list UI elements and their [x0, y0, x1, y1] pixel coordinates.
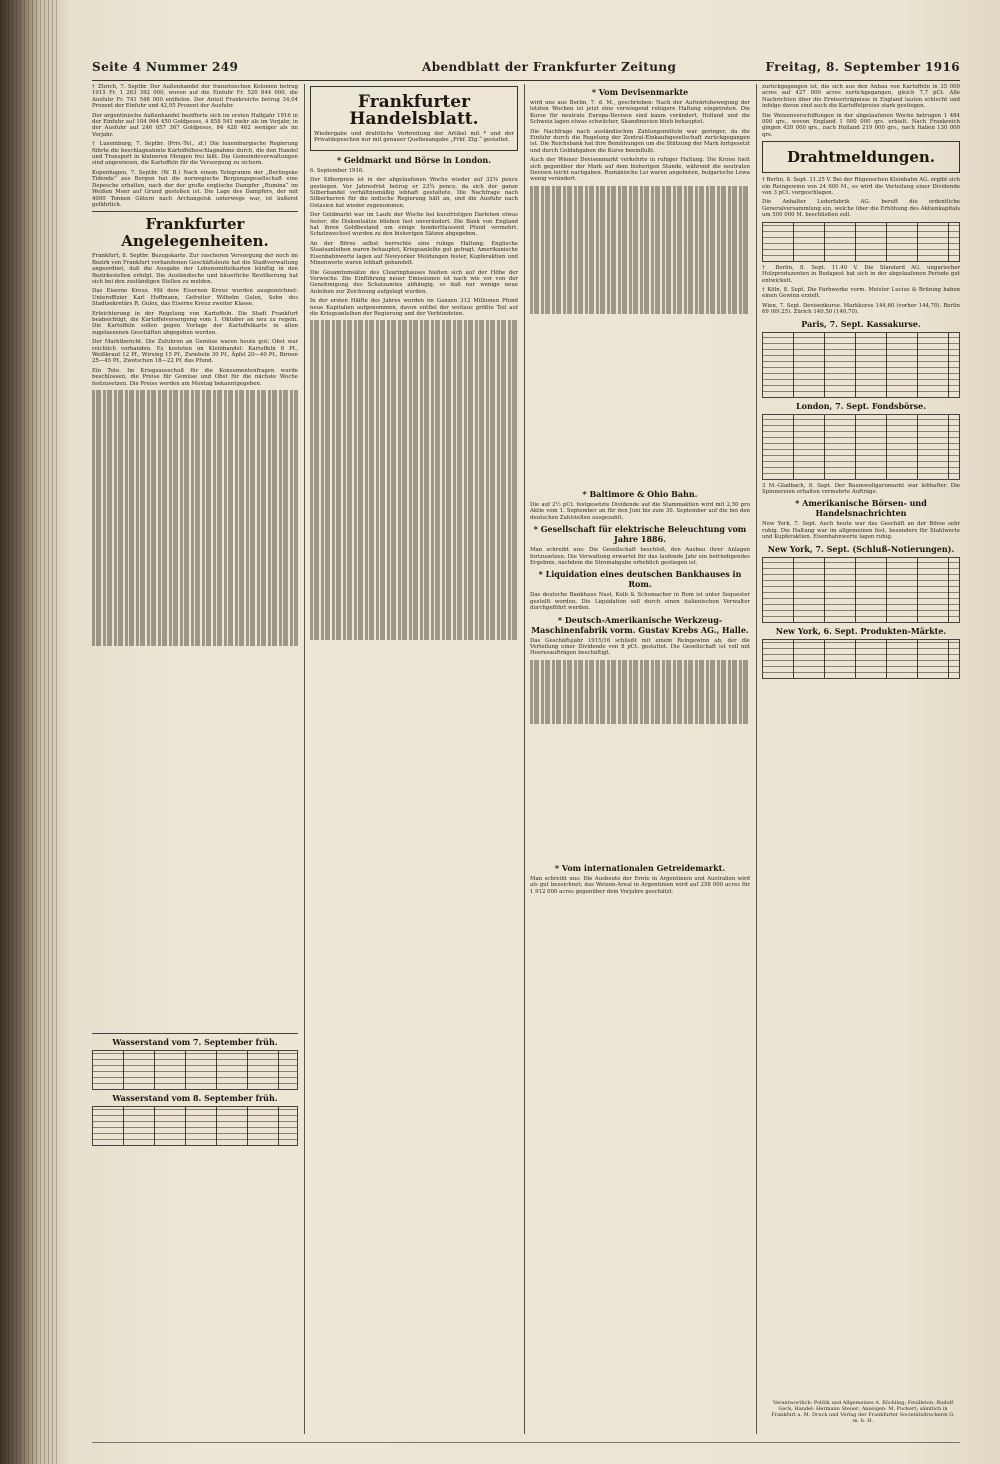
newyork-quotes-table — [762, 557, 960, 623]
water-level-title-8: Wasserstand vom 8. September früh. — [112, 1093, 278, 1104]
section-title-drahtmeldungen: Drahtmeldungen. — [786, 148, 936, 167]
page-number: Seite 4 Nummer 249 — [92, 60, 239, 74]
article-title-elektrische: * Gesellschaft für elektrische Beleuchtung vom Jahre 1886. — [533, 524, 747, 545]
article-boerse: An der Börse selbst herrschte eine ruhige Haltung. Englische Staatsanleihen waren behauptet, Kriegsanleihe gut gefragt. Amerikanische Eisenbahnwerte lagen auf Newyorker Meldungen fester, Kupferaktien und Minenwerte waren lebhaft gehandelt. — [310, 240, 518, 267]
dense-text-block — [530, 660, 750, 860]
column-rule — [756, 84, 757, 1434]
article-newyork: New York, 7. Sept. Auch heute war das Geschäft an der Börse sehr ruhig. Die Haltung war im allgemeinen fest, besonders für Stahlwerte und Kupferaktien. Eisenbahnwerte lagen ruhig. — [762, 521, 960, 541]
london-title: London, 7. Sept. Fondsbörse. — [796, 400, 926, 411]
article-liquidation: Das deutsche Bankhaus Nast, Kolb & Schumacher in Rom ist unter Sequester gestellt worden. Die Liquidation soll durch einen italienischen Verwalter durchgeführt werden. — [530, 592, 750, 612]
paris-quotes-table — [762, 332, 960, 398]
article-koeln: † Köln, 8. Sept. Die Farbwerke vorm. Meister Lucius & Brüning haben einen Gewinn erzielt. — [762, 286, 960, 300]
article-kriegsausschuss: Ein Tote. Im Kriegsausschuß für die Konsumentenfragen wurde beschlossen, die Preise für Gemüse und Obst für die nächste Woche festzusetzen. Die Preise werden am Montag bekanntgegeben. — [92, 367, 298, 387]
article-budapest: † Berlin, 8. Sept. 11.40 V. Die Standard AG. ungarischer Holzproduzenten in Budapest hat sich in der abgelaufenen Periode gut entwickelt. — [762, 264, 960, 284]
divider — [92, 1033, 298, 1034]
newyork-produkten-title: New York, 6. Sept. Produkten-Märkte. — [775, 625, 947, 636]
column-4 — [762, 84, 960, 1434]
london-quotes-table — [762, 414, 960, 480]
article-title-liquidation: * Liquidation eines deutschen Bankhauses in Rom. — [538, 569, 742, 590]
article-bezugskarte: Frankfurt, 8. Septbr. Bezugskarte. Zur rascheren Versorgung der noch im Bezirk von Frankfurt vorhandenen Geschäftsleute hat die Stadtverwaltung angeordnet, daß die Ausgabe der Lebensmittelkarten künftig in den Bezirksstellen erfolgt. Die Ausländische und bäuerliche Bevölkerung hat sich bei den zuständigen Stellen zu melden. — [92, 253, 298, 285]
column-3 — [530, 84, 750, 1434]
article-weizen: Die Weizenverschiffungen in der abgelaufenen Woche betrugen 1 484 000 qrs., wovon England 1 000 000 qrs. erhielt. Nach Frankreich gingen 420 000 qrs., nach Holland 219 000 qrs., nach Italien 130 000 qrs. — [762, 112, 960, 138]
imprint: Verantwortlich: Politik und Allgemeines A. Röchling; Feuilleton: Rudolf Geck; Handel: Hermann Steuer; Anzeigen: M. Puckert; sämtlich in Frankfurt a. M. Druck und Verlag der Frankfurter Societätsdruckerei G. m. b. H. — [771, 1400, 955, 1424]
article-wien: Wien, 7. Sept. Devisenkurse. Markkurse 144,60 (vorher 144,70). Berlin 69 (69,25). Zürich 140,50 (140,70). — [762, 302, 960, 316]
column-2 — [310, 84, 518, 1434]
page-header — [92, 58, 960, 81]
article-trade-colonies: † Zürich, 7. Septbr. Der Außenhandel der französischen Kolonien betrug 1915 Fr. 1 263 392 000, wovon auf die Einfuhr Fr. 520 844 000, die Ausfuhr Fr. 741 548 000 entfielen. Der Anteil Frankreichs betrug 34,04 Prozent der Einfuhr und 42,95 Prozent der Ausfuhr. — [92, 84, 298, 110]
article-copenhagen: Kopenhagen, 7. Septbr. (W. B.) Nach einem Telegramm der „Berlingske Tidende“ aus Bergen hat die norwegische Bergungsgesellschaft eine Depesche erhalten, nach der der große englische Dampfer „Rumina“ im Weißen Meer auf Grund gestoßen ist. Die Lage des Dampfers, der mit 4000 Tonnen Gütern nach Archangelsk unterwegs war, ist äußerst gefährlich. — [92, 169, 298, 208]
article-geldmarkt: Der Geldmarkt war im Laufe der Woche bei kurzfristigen Darlehen etwas fester; die Diskontsätze blieben fast unverändert. Die Bank von England hat ihren Goldbestand um einige hunderttausend Pfund vermehrt. Schatzwechsel wurden zu den bisherigen Sätzen abgegeben. — [310, 212, 518, 238]
article-leder: Die Anhalter Lederfabrik AG. beruft die ordentliche Generalversammlung ein, welche über die Erhöhung des Aktienkapitals um 500 000 M. beschließen soll. — [762, 199, 960, 219]
column-rule — [524, 84, 525, 1434]
handelsblatt-masthead — [310, 86, 518, 151]
article-elektrische: Man schreibt uns: Die Gesellschaft beschloß, den Ausbau ihrer Anlagen fortzusetzen. Die Verwaltung erwartet für das laufende Jahr ein befriedigendes Ergebnis, nachdem die Stromabgabe erheblich gestiegen ist. — [530, 547, 750, 566]
book-binding — [0, 0, 60, 1464]
newyork-produkten-table — [762, 639, 960, 679]
article-title-baltimore: * Baltimore & Ohio Bahn. — [582, 488, 698, 499]
water-level-table-7 — [92, 1050, 298, 1090]
paris-title: Paris, 7. Sept. Kassakurse. — [801, 318, 921, 329]
water-level-title-7: Wasserstand vom 7. September früh. — [112, 1037, 278, 1048]
article-gladbach: 3 M.-Gladbach, 8. Sept. Der Baumwollgarnmarkt war lebhafter. Die Spinnereien erhalten vermehrte Aufträge. — [762, 482, 960, 495]
article-argentina: Der argentinische Außenhandel bezifferte sich im ersten Halbjahr 1916 in der Einfuhr auf 104 964 450 Goldpesos, 4 858 541 mehr als im Vorjahr, in der Ausfuhr auf 246 057 367 Goldpesos, 84 428 462 weniger als im Vorjahr. — [92, 112, 298, 138]
section-title-amerikanische: * Amerikanische Börsen- und Handelsnachrichten — [795, 498, 927, 519]
article-kartoffel-ernte: zurückgegangen ist, die sich aus den Anbau von Kartoffeln in 35 000 acres auf 427 000 acres zurückgegangen, gleich 7,7 pCt. Alle Nachrichten über die Ernteerträgnisse in England lauten schlecht und infolge davon sind auch die Kartoffelpreise stark gestiegen. — [762, 84, 960, 110]
article-title-werkzeug: * Deutsch-Amerikanische Werkzeug-Maschinenfabrik vorm. Gustav Krebs AG., Halle. — [531, 614, 749, 635]
article-clearing: Die Gesamtumsätze des Clearinghauses hielten sich auf der Höhe der Vorwoche. Die Einführung neuer Emissionen ist nach wie vor von der Genehmigung des Schatzamtes abhängig, so daß nur wenige neue Anleihen zur Zeichnung aufgelegt wurden. — [310, 269, 518, 295]
article-devisen-2: Die Nachfrage nach ausländischen Zahlungsmitteln war geringer, da die Einfuhr durch die Regelung der Zentral-Einkaufsgesellschaft zurückgegangen ist. Die Reichsbank hat ihre Bemühungen um die Stützung der Mark fortgesetzt und durch Goldabgaben die Kurse beeinflußt. — [530, 128, 750, 154]
issue-date: Freitag, 8. September 1916 — [765, 60, 960, 74]
article-silber: Der Silberpreis ist in der abgelaufenen Woche wieder auf 32⅝ pence gestiegen. Vor Jahresfrist betrug er 23¾ pence, da sich der ganze Silberhandel verhältnismäßig lebhaft gestaltete. Die Nachfrage nach Silberbarren für die indische Regierung hält an, und die Ausfuhr nach Ostasien hat wieder zugenommen. — [310, 177, 518, 209]
article-title-devisen: * Vom Devisenmarkte — [591, 87, 689, 97]
page-bottom-rule — [92, 1442, 960, 1443]
dense-text-block — [92, 390, 298, 1030]
column-1 — [92, 84, 298, 1434]
dense-text-block — [530, 186, 750, 486]
article-marktbericht: Der Marktbericht. Die Zufuhren an Gemüse waren heute gut; Obst war reichlich vorhanden. Es kosteten im Kleinhandel: Kartoffeln 8 Pf., Weißkraut 12 Pf., Wirsing 15 Pf., Zwiebeln 30 Pf., Äpfel 20—40 Pf., Birnen 25—45 Pf., Zwetschen 18—22 Pf. das Pfund. — [92, 339, 298, 365]
newspaper-title: Abendblatt der Frankfurter Zeitung — [422, 60, 677, 74]
berlin-quotes-table — [762, 222, 960, 262]
article-devisen-1: wird uns aus Berlin, 7. d. M., geschrieben: Nach der Aufwärtsbewegung der letzten Wochen ist jetzt eine vorwiegend ruhigere Haltung eingetreten. Die Kurse für neutrale Europa-Devisen sind kaum verändert, Holland und die Schweiz lagen etwas schwächer, Skandinavien blieb behauptet. — [530, 100, 750, 126]
handelsblatt-subtitle: Wiedergabe und drahtliche Verbreitung der Artikel mit * und der Privatdepeschen nur mit genauer Quellenangabe „Frkf. Ztg.“ gestattet. — [314, 131, 514, 144]
water-level-table-8 — [92, 1106, 298, 1146]
article-devisen-3: Auch der Wiener Devisenmarkt verkehrte in ruhiger Haltung. Die Krone hielt sich gegenüber der Mark auf dem bisherigen Stande, während die neutralen Devisen leicht nachgaben. Rumänische Lei waren angeboten, bulgarische Lewa wenig verändert. — [530, 157, 750, 183]
article-baltimore: Die auf 2½ pCt. festgesetzte Dividende auf die Stammaktien wird mit 2,50 pro Aktie vom 1. September an für den Juni bis zum 30. September auf die bei den deutschen Zahlstellen ausgezahlt. — [530, 501, 750, 521]
article-kapitalien: In der ersten Hälfte des Jahres wurden im Ganzen 312 Millionen Pfund neue Kapitalien aufgenommen, davon entfiel der weitaus größte Teil auf die Kriegsanleihen der Regierung und der Verbündeten. — [310, 298, 518, 317]
dense-text-block — [310, 320, 518, 1320]
article-title-getreide: * Vom internationalen Getreidemarkt. — [554, 862, 726, 873]
article-title-london: * Geldmarkt und Börse in London. — [336, 154, 492, 165]
article-ruegen: † Berlin, 8. Sept. 11.25 V. Bei der Rügenschen Kleinbahn AG. ergibt sich ein Reingewinn von 24 600 M., es wird die Verteilung einer Dividende von 3 pCt. vorgeschlagen. — [762, 177, 960, 197]
article-eisernes-kreuz: Das Eiserne Kreuz. Mit dem Eisernen Kreuz wurden ausgezeichnet: Unteroffizier Karl Hoffmann, Gefreiter Wilhelm Gulex, Sohn des Stadtsekretärs R. Gulex, das Eiserne Kreuz zweiter Klasse. — [92, 288, 298, 308]
column-rule — [304, 84, 305, 1434]
drahtmeldungen-masthead — [762, 141, 960, 173]
divider — [92, 211, 298, 212]
article-luxembourg: † Luxemburg, 7. Septbr. (Priv.-Tel., zf.) Die luxemburgische Regierung führte die beschlagnahmte Kartoffelbeschlagnahme durch, die den Handel und Transport in kleineren Mengen frei läßt. Die Gemeindeverwaltungen sind angewiesen, die Kartoffeln für die Versorgung zu sichern. — [92, 141, 298, 167]
article-date: 6. September 1916. — [310, 167, 365, 174]
article-kartoffeln: Erleichterung in der Regelung von Kartoffeln. Die Stadt Frankfurt beabsichtigt, die Kartoffelversorgung vom 1. Oktober an neu zu regeln. Die Kartoffeln sollen gegen Vorlage der Kartoffelkarte in allen zugelassenen Geschäften abgegeben werden. — [92, 310, 298, 336]
article-werkzeug: Das Geschäftsjahr 1915/16 schließt mit einem Reingewinn ab, der die Verteilung einer Dividende von 8 pCt. gestattet. Die Gesellschaft ist voll mit Heeresaufträgen beschäftigt. — [530, 637, 750, 657]
handelsblatt-title: Frankfurter Handelsblatt. — [349, 92, 479, 129]
section-title-local: Frankfurter Angelegenheiten. — [121, 215, 269, 251]
newyork-title: New York, 7. Sept. (Schluß-Notierungen). — [767, 543, 955, 554]
article-getreide: Man schreibt uns: Die Ausbeute der Ernte in Argentinien und Australien wird als gut bezeichnet; das Weizen-Areal in Argentinien wird auf 258 000 acres für 1 912 000 acres gegenüber dem Vorjahre geschätzt. — [530, 875, 750, 895]
